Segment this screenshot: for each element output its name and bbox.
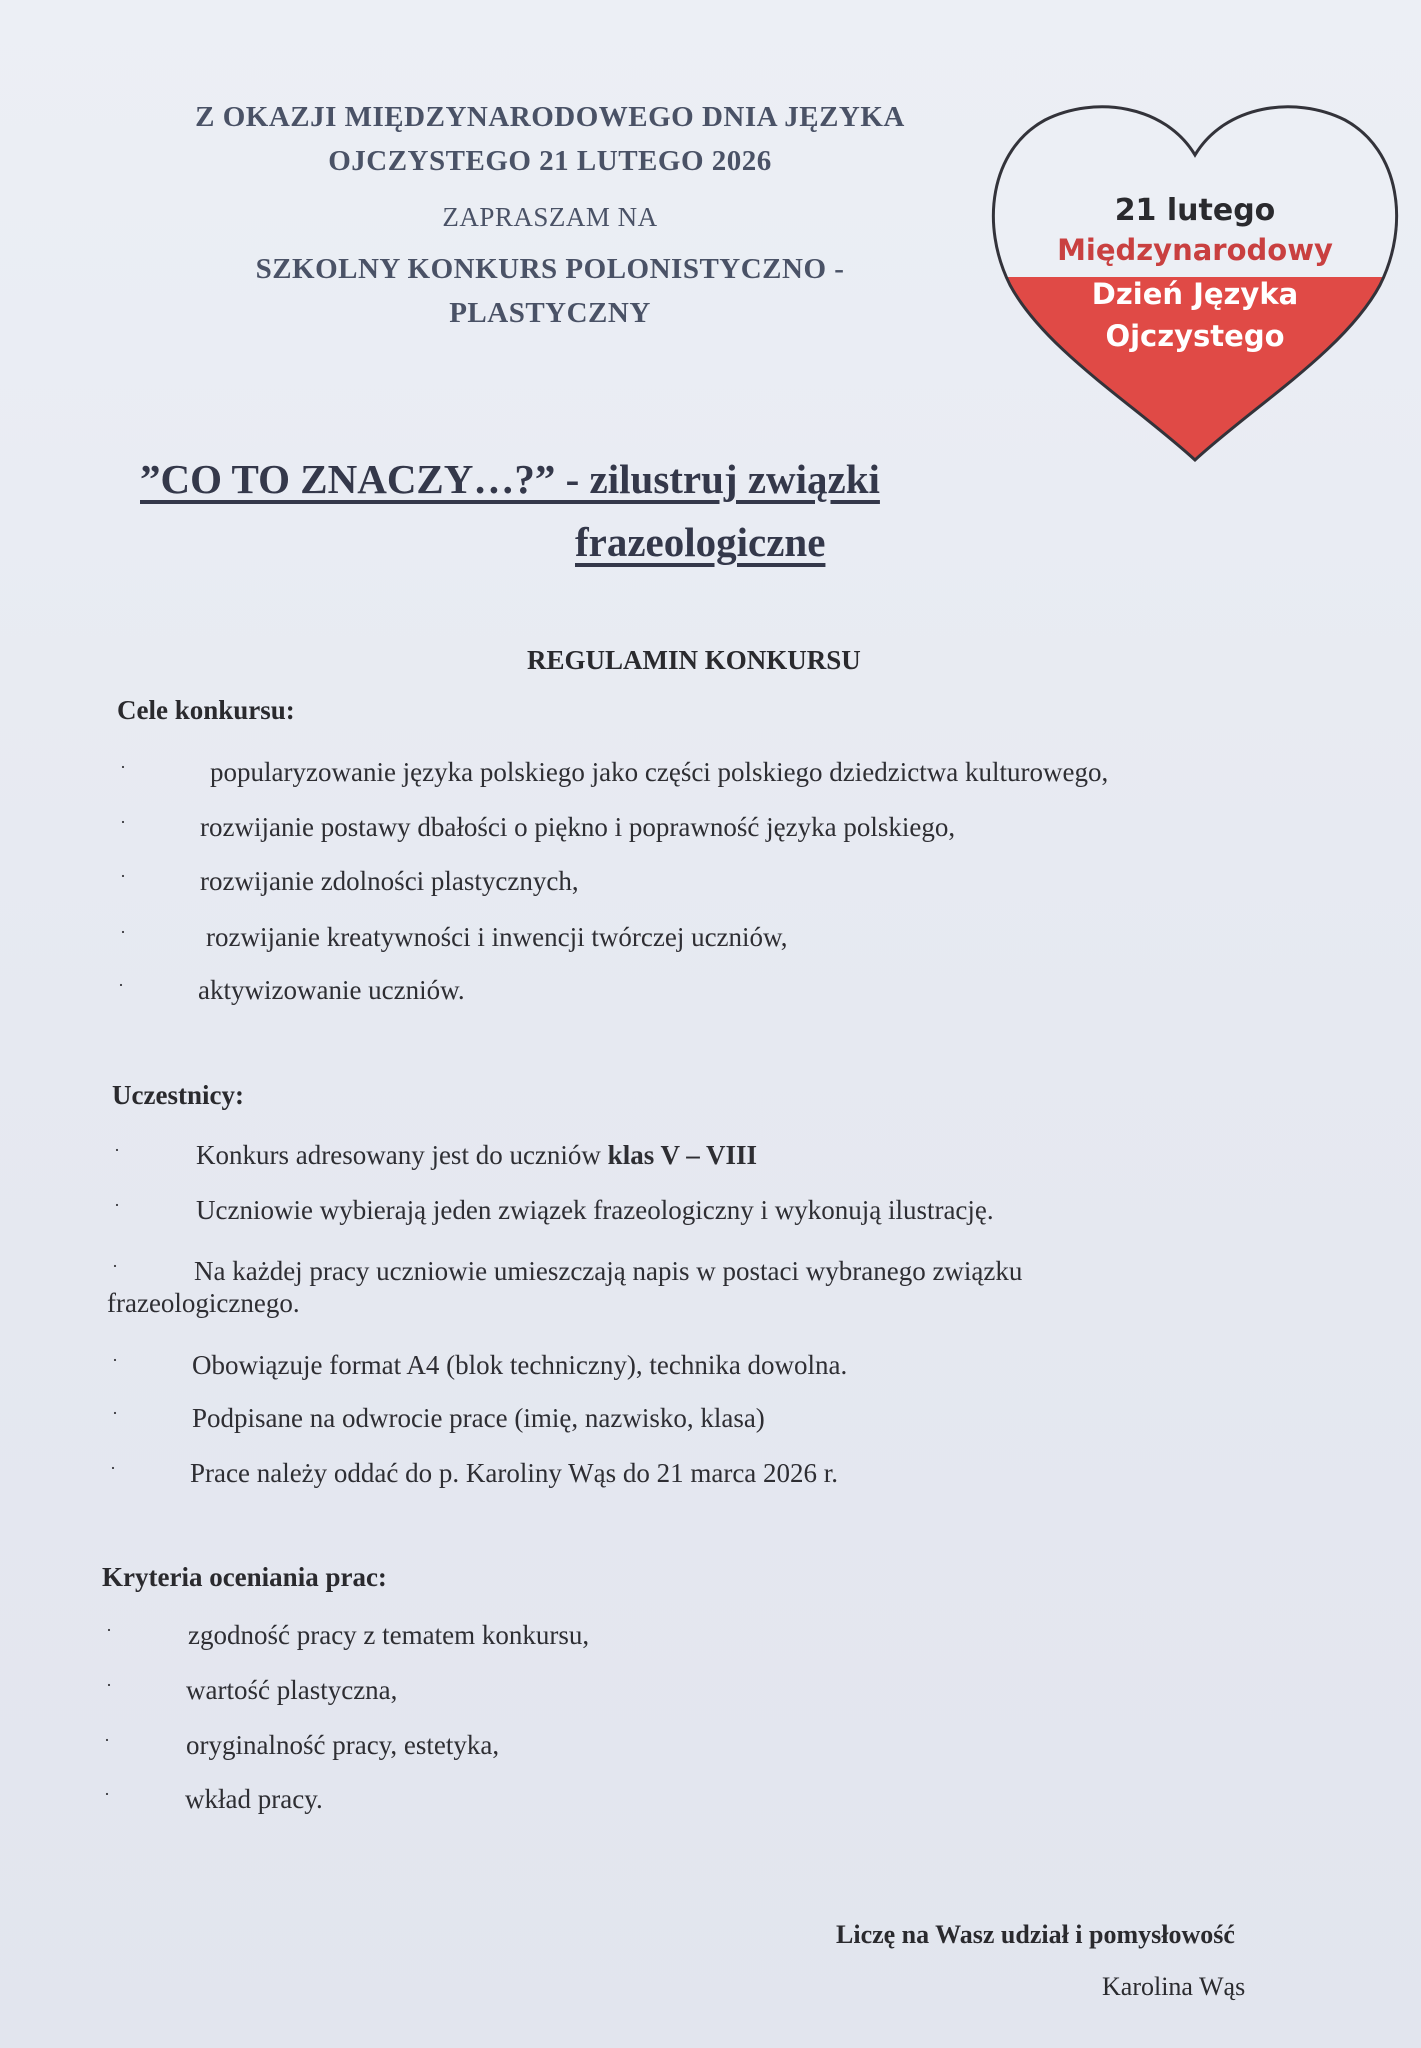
goal-item: aktywizowanie uczniów. xyxy=(198,975,465,1005)
bullet-icon: · xyxy=(110,1458,116,1478)
header-line-1: Z OKAZJI MIĘDZYNARODOWEGO DNIA JĘZYKA xyxy=(195,101,905,133)
participant-item-3-cont: frazeologicznego. xyxy=(107,1288,300,1318)
heart-line-3: Dzień Języka xyxy=(1091,277,1299,311)
criteria-item: wartość plastyczna, xyxy=(186,1675,398,1705)
bullet-icon: · xyxy=(104,1730,110,1750)
grades-range: klas V – VIII xyxy=(607,1140,758,1170)
goal-item: popularyzowanie języka polskiego jako części polskiego dziedzictwa kulturowego, xyxy=(210,757,1109,787)
contest-title-line-1: ”CO TO ZNACZY…?” - zilustruj związki xyxy=(140,456,880,502)
bullet-icon: · xyxy=(120,812,126,832)
participant-item-6: Prace należy oddać do p. Karoliny Wąs do 21 marca 2026 r. xyxy=(190,1458,839,1488)
bullet-icon: · xyxy=(112,1403,118,1423)
participant-item-4: Obowiązuje format A4 (blok techniczny), technika dowolna. xyxy=(192,1350,848,1380)
bullet-icon: · xyxy=(106,1620,112,1640)
header-block xyxy=(110,95,990,335)
header-invite: ZAPRASZAM NA xyxy=(442,202,658,232)
participant-item-3: Na każdej pracy uczniowie umieszczają napis w postaci wybranego związku xyxy=(194,1256,1023,1286)
header-line-4: PLASTYCZNY xyxy=(449,297,651,329)
criteria-heading: Kryteria oceniania prac: xyxy=(102,1562,387,1592)
bullet-icon: · xyxy=(120,922,126,942)
participant-item-2: Uczniowie wybierają jeden związek frazeologiczny i wykonują ilustrację. xyxy=(196,1195,994,1225)
bullet-icon: · xyxy=(104,1784,110,1804)
header-line-3: SZKOLNY KONKURS POLONISTYCZNO - xyxy=(255,253,845,285)
header-line-2: OJCZYSTEGO 21 LUTEGO 2026 xyxy=(328,145,772,177)
participant-item-1 xyxy=(196,1140,757,1171)
contest-title-line-2: frazeologiczne xyxy=(575,519,826,565)
participant-item-5: Podpisane na odwrocie prace (imię, nazwisko, klasa) xyxy=(192,1403,765,1433)
criteria-item: zgodność pracy z tematem konkursu, xyxy=(188,1620,590,1650)
regulations-heading: REGULAMIN KONKURSU xyxy=(527,645,861,675)
bullet-icon: · xyxy=(106,1675,112,1695)
author-signature: Karolina Wąs xyxy=(1102,1972,1246,2001)
closing-line: Liczę na Wasz udział i pomysłowość xyxy=(836,1920,1235,1949)
bullet-icon: · xyxy=(118,975,124,995)
bullet-icon: · xyxy=(112,1350,118,1370)
participants-heading: Uczestnicy: xyxy=(112,1080,244,1110)
bullet-icon: · xyxy=(120,866,126,886)
bullet-icon: · xyxy=(114,1195,120,1215)
goal-item: rozwijanie kreatywności i inwencji twórczej uczniów, xyxy=(206,922,788,952)
goals-heading: Cele konkursu: xyxy=(117,695,295,725)
criteria-item: wkład pracy. xyxy=(185,1784,323,1814)
bullet-icon: · xyxy=(112,1256,118,1276)
goal-item: rozwijanie postawy dbałości o piękno i poprawność języka polskiego, xyxy=(200,812,956,842)
bullet-icon: · xyxy=(120,757,126,777)
heart-line-2: Międzynarodowy xyxy=(1057,233,1333,267)
heart-line-4: Ojczystego xyxy=(1105,319,1285,353)
goal-item: rozwijanie zdolności plastycznych, xyxy=(200,866,579,896)
participant-item-1-text: Konkurs adresowany jest do uczniów xyxy=(196,1140,608,1170)
criteria-item: oryginalność pracy, estetyka, xyxy=(186,1730,500,1760)
heart-logo xyxy=(985,95,1405,465)
bullet-icon: · xyxy=(114,1140,120,1160)
heart-date: 21 lutego xyxy=(1114,193,1276,228)
